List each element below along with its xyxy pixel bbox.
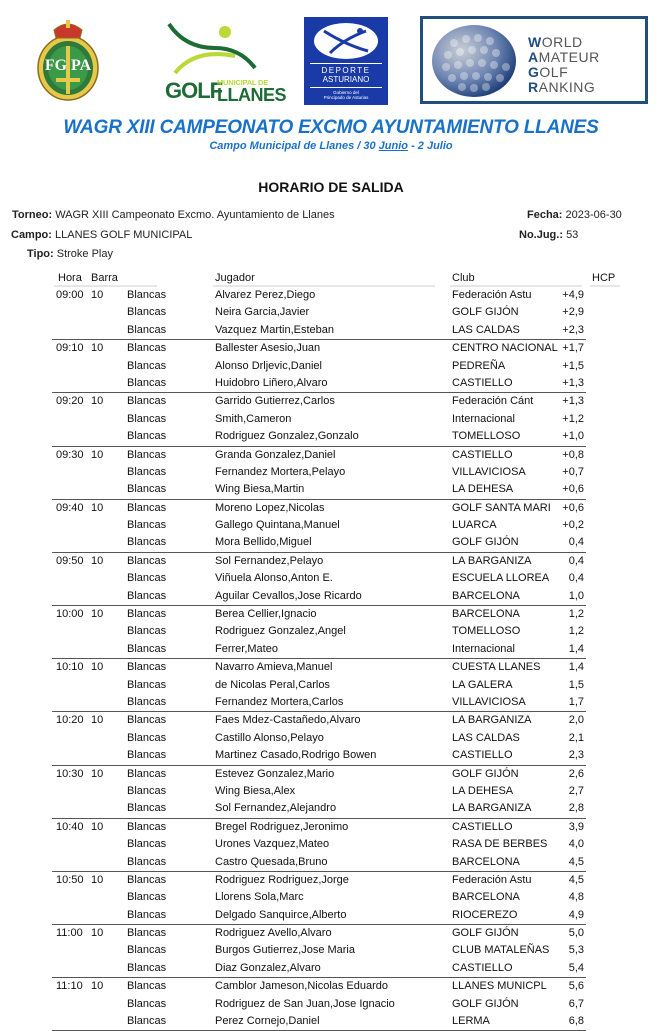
player-hcp: 5,3: [568, 944, 584, 957]
tee-color: Blancas: [127, 519, 167, 532]
table-row: [52, 287, 586, 304]
tee-color: Blancas: [127, 289, 167, 301]
table-row: [52, 730, 586, 747]
player-name: Burgos Gutierrez,Jose Maria: [215, 944, 355, 957]
tee-time-group: [52, 447, 586, 500]
tee-hole: 10: [91, 608, 104, 621]
tee-time-group: [52, 872, 586, 925]
player-name: de Nicolas Peral,Carlos: [215, 678, 330, 691]
player-club: GOLF SANTA MARI: [452, 501, 551, 514]
deporte-line1: DEPORTE: [321, 66, 371, 75]
tournament-title: WAGR XIII CAMPEONATO EXCMO AYUNTAMIENTO LLANES: [63, 117, 599, 138]
tee-time-group: [52, 925, 586, 978]
player-hcp: +1,2: [562, 412, 584, 425]
tee-time: 09:00: [56, 289, 84, 301]
tee-color: Blancas: [127, 855, 167, 868]
table-row: [52, 978, 586, 995]
player-hcp: +0,6: [562, 483, 584, 496]
player-club: RASA DE BERBES: [452, 838, 548, 851]
tee-color: Blancas: [127, 961, 167, 974]
player-name: Garrido Gutierrez,Carlos: [215, 395, 335, 408]
table-row: [52, 800, 586, 817]
player-name: Bregel Rodriguez,Jeronimo: [215, 820, 349, 833]
tee-hole: 10: [91, 342, 104, 355]
player-club: BARCELONA: [452, 608, 520, 621]
player-club: LA GALERA: [452, 678, 513, 691]
tee-hole: 10: [91, 554, 104, 567]
player-name: Gallego Quintana,Manuel: [215, 519, 340, 532]
table-row: [52, 659, 586, 676]
player-hcp: 4,0: [568, 838, 584, 851]
tee-color: Blancas: [127, 820, 167, 833]
fgpa-letters: FG PA: [44, 57, 92, 74]
player-hcp: 4,9: [568, 908, 584, 921]
tee-time-group: [52, 712, 586, 765]
tee-color: Blancas: [127, 784, 167, 797]
player-club: Federación Astu: [452, 289, 532, 301]
wagr-logo: [420, 16, 648, 104]
player-name: Neira Garcia,Javier: [215, 306, 310, 319]
player-club: GOLF GIJÓN: [452, 306, 519, 319]
player-hcp: 6,8: [568, 1015, 584, 1028]
player-name: Viñuela Alonso,Anton E.: [215, 572, 333, 585]
tee-color: Blancas: [127, 767, 167, 780]
player-club: BARCELONA: [452, 855, 520, 868]
player-club: CASTIELLO: [452, 376, 513, 389]
col-club: Club: [450, 272, 582, 287]
table-row: [52, 304, 586, 321]
table-row: [52, 588, 586, 605]
tee-color: Blancas: [127, 678, 167, 691]
player-name: Diaz Gonzalez,Alvaro: [215, 961, 321, 974]
player-name: Castro Quesada,Bruno: [215, 855, 328, 868]
player-name: Fernandez Mortera,Carlos: [215, 695, 344, 708]
player-club: LAS CALDAS: [452, 731, 520, 744]
player-club: GOLF GIJÓN: [452, 997, 519, 1010]
player-name: Perez Cornejo,Daniel: [215, 1015, 320, 1028]
tee-color: Blancas: [127, 342, 167, 355]
table-row: [52, 694, 586, 711]
col-barra: Barra: [88, 272, 157, 287]
table-row: [52, 553, 586, 570]
player-club: LA DEHESA: [452, 483, 514, 496]
tee-color: Blancas: [127, 412, 167, 425]
player-name: Llorens Sola,Marc: [215, 891, 304, 904]
tee-color: Blancas: [127, 802, 167, 815]
player-hcp: +1,7: [562, 342, 584, 355]
table-row: [52, 340, 586, 357]
player-hcp: 2,8: [568, 802, 584, 815]
player-club: GOLF GIJÓN: [452, 536, 519, 549]
player-hcp: 2,0: [568, 714, 584, 727]
player-hcp: 4,8: [568, 891, 584, 904]
tee-color: Blancas: [127, 483, 167, 496]
player-club: PEDREÑA: [452, 359, 506, 372]
tee-time-group: [52, 500, 586, 553]
player-name: Urones Vazquez,Mateo: [215, 838, 330, 851]
deporte-line2: ASTURIANO: [322, 75, 370, 84]
tee-color: Blancas: [127, 731, 167, 744]
tee-color: Blancas: [127, 536, 167, 549]
player-name: Delgado Sanquirce,Alberto: [215, 908, 347, 921]
player-hcp: 0,4: [568, 536, 584, 549]
table-row: [52, 925, 586, 942]
table-row: [52, 747, 586, 764]
tee-hole: 10: [91, 501, 104, 514]
table-header: [0, 272, 662, 286]
tee-color: Blancas: [127, 448, 167, 461]
tee-time: 10:50: [56, 873, 84, 886]
tee-time-group: [52, 766, 586, 819]
player-hcp: +1,0: [562, 430, 584, 443]
player-club: CLUB MATALEÑAS: [452, 944, 550, 957]
table-row: [52, 428, 586, 445]
player-name: Smith,Cameron: [215, 412, 292, 425]
tee-time: 11:00: [56, 927, 83, 940]
golf-llanes-municipal: MUNICIPAL DE: [217, 78, 269, 87]
tee-color: Blancas: [127, 608, 167, 621]
table-row: [52, 447, 586, 464]
table-row: [52, 411, 586, 428]
player-name: Huidobro Liñero,Alvaro: [215, 376, 328, 389]
player-club: CENTRO NACIONAL: [452, 342, 558, 355]
player-name: Navarro Amieva,Manuel: [215, 661, 333, 674]
player-club: Federación Cánt: [452, 395, 534, 408]
tee-time: 10:40: [56, 820, 84, 833]
player-club: CASTIELLO: [452, 820, 513, 833]
col-hcp: HCP: [590, 272, 620, 287]
tee-color: Blancas: [127, 572, 167, 585]
tee-color: Blancas: [127, 430, 167, 443]
player-club: LUARCA: [452, 519, 497, 532]
player-club: LA BARGANIZA: [452, 554, 532, 567]
tee-time-group: [52, 553, 586, 606]
player-hcp: 5,0: [568, 927, 584, 940]
tee-time: 09:30: [56, 448, 84, 461]
player-name: Rodriguez Gonzalez,Gonzalo: [215, 430, 359, 443]
player-hcp: 1,2: [568, 625, 584, 638]
table-row: [52, 907, 586, 924]
player-name: Rodriguez Avello,Alvaro: [215, 927, 332, 940]
tee-time-group: [52, 978, 586, 1031]
player-name: Berea Cellier,Ignacio: [215, 608, 317, 621]
nojug-field: No.Jug.: 53: [519, 229, 579, 241]
player-name: Faes Mdez-Castañedo,Alvaro: [215, 714, 361, 727]
tee-color: Blancas: [127, 997, 167, 1010]
tee-color: Blancas: [127, 625, 167, 638]
col-hora: Hora: [54, 272, 90, 287]
player-name: Rodriguez Rodriguez,Jorge: [215, 873, 349, 886]
tee-time: 11:10: [56, 980, 83, 993]
deporte-gobierno: Gobierno del Principado de Asturias: [323, 90, 369, 100]
table-row: [52, 889, 586, 906]
tee-color: Blancas: [127, 589, 167, 602]
golf-llanes-golf: GOLF: [165, 78, 223, 103]
tee-color: Blancas: [127, 695, 167, 708]
player-hcp: +1,3: [562, 376, 584, 389]
tee-color: Blancas: [127, 873, 167, 886]
player-club: TOMELLOSO: [452, 625, 521, 638]
table-row: [52, 836, 586, 853]
player-hcp: 1,5: [568, 678, 584, 691]
player-club: LA BARGANIZA: [452, 714, 532, 727]
tee-hole: 10: [91, 767, 104, 780]
tee-color: Blancas: [127, 927, 167, 940]
player-name: Estevez Gonzalez,Mario: [215, 767, 335, 780]
player-club: Internacional: [452, 412, 515, 425]
table-row: [52, 517, 586, 534]
table-row: [52, 375, 586, 392]
campo-field: Campo: LLANES GOLF MUNICIPAL: [11, 229, 193, 241]
table-row: [52, 819, 586, 836]
table-row: [52, 481, 586, 498]
table-row: [52, 1013, 586, 1030]
golf-llanes-llanes: LLANES: [217, 85, 286, 105]
tee-color: Blancas: [127, 1015, 167, 1028]
tee-color: Blancas: [127, 395, 167, 408]
tee-color: Blancas: [127, 944, 167, 957]
player-club: LERMA: [452, 1015, 490, 1028]
player-hcp: 1,4: [568, 661, 584, 674]
tee-time-group: [52, 659, 586, 712]
player-name: Ballester Asesio,Juan: [215, 342, 321, 355]
player-name: Granda Gonzalez,Daniel: [215, 448, 336, 461]
tee-time-group: [52, 606, 586, 659]
tee-color: Blancas: [127, 714, 167, 727]
player-club: LAS CALDAS: [452, 323, 520, 336]
player-club: CASTIELLO: [452, 448, 513, 461]
player-hcp: 2,3: [568, 749, 584, 762]
table-row: [52, 960, 586, 977]
player-name: Sol Fernandez,Pelayo: [215, 554, 324, 567]
table-row: [52, 534, 586, 551]
player-hcp: 2,1: [568, 731, 584, 744]
table-row: [52, 712, 586, 729]
tee-time: 09:20: [56, 395, 84, 408]
tee-hole: 10: [91, 661, 104, 674]
player-hcp: 3,9: [568, 820, 584, 833]
player-hcp: 0,4: [568, 554, 584, 567]
tournament-subtitle: Campo Municipal de Llanes / 30 Junio - 2 Julio: [209, 140, 453, 152]
player-hcp: 4,5: [568, 873, 584, 886]
fgpa-crest-logo: [36, 16, 100, 102]
tee-color: Blancas: [127, 465, 167, 478]
tee-time-group: [52, 393, 586, 446]
player-hcp: +2,3: [562, 323, 584, 336]
table-row: [52, 570, 586, 587]
tipo-field: Tipo: Stroke Play: [27, 248, 113, 260]
player-club: Federación Astu: [452, 873, 532, 886]
tee-time-group: [52, 340, 586, 393]
player-club: LA BARGANIZA: [452, 802, 532, 815]
player-club: CASTIELLO: [452, 749, 513, 762]
player-hcp: +2,9: [562, 306, 584, 319]
table-row: [52, 854, 586, 871]
player-hcp: 5,6: [568, 980, 584, 993]
player-club: VILLAVICIOSA: [452, 465, 526, 478]
table-row: [52, 677, 586, 694]
player-hcp: 2,7: [568, 784, 584, 797]
table-row: [52, 872, 586, 889]
player-club: Internacional: [452, 642, 515, 655]
tee-color: Blancas: [127, 306, 167, 319]
tee-hole: 10: [91, 395, 104, 408]
player-hcp: 2,6: [568, 767, 584, 780]
tee-color: Blancas: [127, 554, 167, 567]
player-hcp: 0,4: [568, 572, 584, 585]
player-name: Fernandez Mortera,Pelayo: [215, 465, 346, 478]
tee-color: Blancas: [127, 908, 167, 921]
player-club: ESCUELA LLOREA: [452, 572, 550, 585]
player-name: Mora Bellido,Miguel: [215, 536, 312, 549]
wagr-wordmark: WORLD AMATEUR GOLF RANKING: [528, 34, 600, 95]
player-name: Camblor Jameson,Nicolas Eduardo: [215, 980, 389, 993]
tee-hole: 10: [91, 927, 104, 940]
player-name: Wing Biesa,Martin: [215, 483, 305, 496]
player-hcp: +1,3: [562, 395, 584, 408]
tee-color: Blancas: [127, 980, 167, 993]
fecha-field: Fecha: 2023-06-30: [527, 209, 622, 221]
tee-color: Blancas: [127, 642, 167, 655]
player-name: Alvarez Perez,Diego: [215, 289, 316, 301]
player-hcp: 1,7: [568, 695, 584, 708]
tee-color: Blancas: [127, 501, 167, 514]
tee-times-table: [52, 287, 586, 1031]
player-hcp: 1,2: [568, 608, 584, 621]
table-row: [52, 500, 586, 517]
player-hcp: +1,5: [562, 359, 584, 372]
table-row: [52, 942, 586, 959]
player-hcp: 4,5: [568, 855, 584, 868]
player-hcp: 1,4: [568, 642, 584, 655]
player-hcp: 5,4: [568, 961, 584, 974]
col-jugador: Jugador: [213, 272, 435, 287]
tee-hole: 10: [91, 289, 104, 301]
player-club: CASTIELLO: [452, 961, 513, 974]
tee-time: 10:20: [56, 714, 84, 727]
tee-color: Blancas: [127, 838, 167, 851]
tee-hole: 10: [91, 820, 104, 833]
tee-hole: 10: [91, 714, 104, 727]
player-hcp: 6,7: [568, 997, 584, 1010]
player-name: Martinez Casado,Rodrigo Bowen: [215, 749, 377, 762]
table-row: [52, 393, 586, 410]
table-row: [52, 766, 586, 783]
page-heading: HORARIO DE SALIDA: [258, 179, 404, 195]
player-name: Vazquez Martin,Esteban: [215, 323, 335, 336]
table-row: [52, 358, 586, 375]
player-club: LA DEHESA: [452, 784, 514, 797]
table-row: [52, 606, 586, 623]
player-name: Sol Fernandez,Alejandro: [215, 802, 337, 815]
player-club: CUESTA LLANES: [452, 661, 541, 674]
player-hcp: +0,6: [562, 501, 584, 514]
tee-time: 09:40: [56, 501, 84, 514]
player-name: Alonso Drljevic,Daniel: [215, 359, 322, 372]
player-hcp: +4,9: [562, 289, 584, 301]
golf-llanes-logo: [155, 18, 286, 106]
tee-color: Blancas: [127, 323, 167, 336]
player-club: BARCELONA: [452, 589, 520, 602]
tee-color: Blancas: [127, 376, 167, 389]
torneo-field: Torneo: WAGR XIII Campeonato Excmo. Ayuntamiento de Llanes: [12, 209, 335, 221]
tee-time: 10:00: [56, 608, 84, 621]
table-row: [52, 996, 586, 1013]
table-row: [52, 641, 586, 658]
player-hcp: +0,2: [562, 519, 584, 532]
table-row: [52, 783, 586, 800]
golf-ball-icon: [429, 21, 519, 101]
tee-hole: 10: [91, 873, 104, 886]
player-club: TOMELLOSO: [452, 430, 521, 443]
tee-time: 09:10: [56, 342, 84, 355]
table-row: [52, 464, 586, 481]
player-club: RIOCEREZO: [452, 908, 518, 921]
player-name: Aguilar Cevallos,Jose Ricardo: [215, 589, 362, 602]
player-name: Ferrer,Mateo: [215, 642, 278, 655]
player-club: LLANES MUNICPL: [452, 980, 547, 993]
tee-time: 10:10: [56, 661, 84, 674]
deporte-asturiano-logo: [304, 17, 388, 105]
logo-banner: [0, 0, 662, 110]
table-row: [52, 322, 586, 339]
player-hcp: +0,8: [562, 448, 584, 461]
player-name: Castillo Alonso,Pelayo: [215, 731, 324, 744]
player-name: Wing Biesa,Alex: [215, 784, 296, 797]
player-club: VILLAVICIOSA: [452, 695, 526, 708]
player-club: BARCELONA: [452, 891, 520, 904]
tee-hole: 10: [91, 980, 104, 993]
player-name: Moreno Lopez,Nicolas: [215, 501, 325, 514]
tee-time-group: [52, 287, 586, 340]
player-club: GOLF GIJÓN: [452, 767, 519, 780]
player-name: Rodriguez de San Juan,Jose Ignacio: [215, 997, 395, 1010]
tee-hole: 10: [91, 448, 104, 461]
player-hcp: +0,7: [562, 465, 584, 478]
player-name: Rodriguez Gonzalez,Angel: [215, 625, 346, 638]
player-club: GOLF GIJÓN: [452, 927, 519, 940]
tee-color: Blancas: [127, 359, 167, 372]
player-hcp: 1,0: [568, 589, 584, 602]
tee-time: 10:30: [56, 767, 84, 780]
tee-time: 09:50: [56, 554, 84, 567]
tee-color: Blancas: [127, 891, 167, 904]
table-row: [52, 623, 586, 640]
tee-color: Blancas: [127, 661, 167, 674]
tee-color: Blancas: [127, 749, 167, 762]
tee-time-group: [52, 819, 586, 872]
